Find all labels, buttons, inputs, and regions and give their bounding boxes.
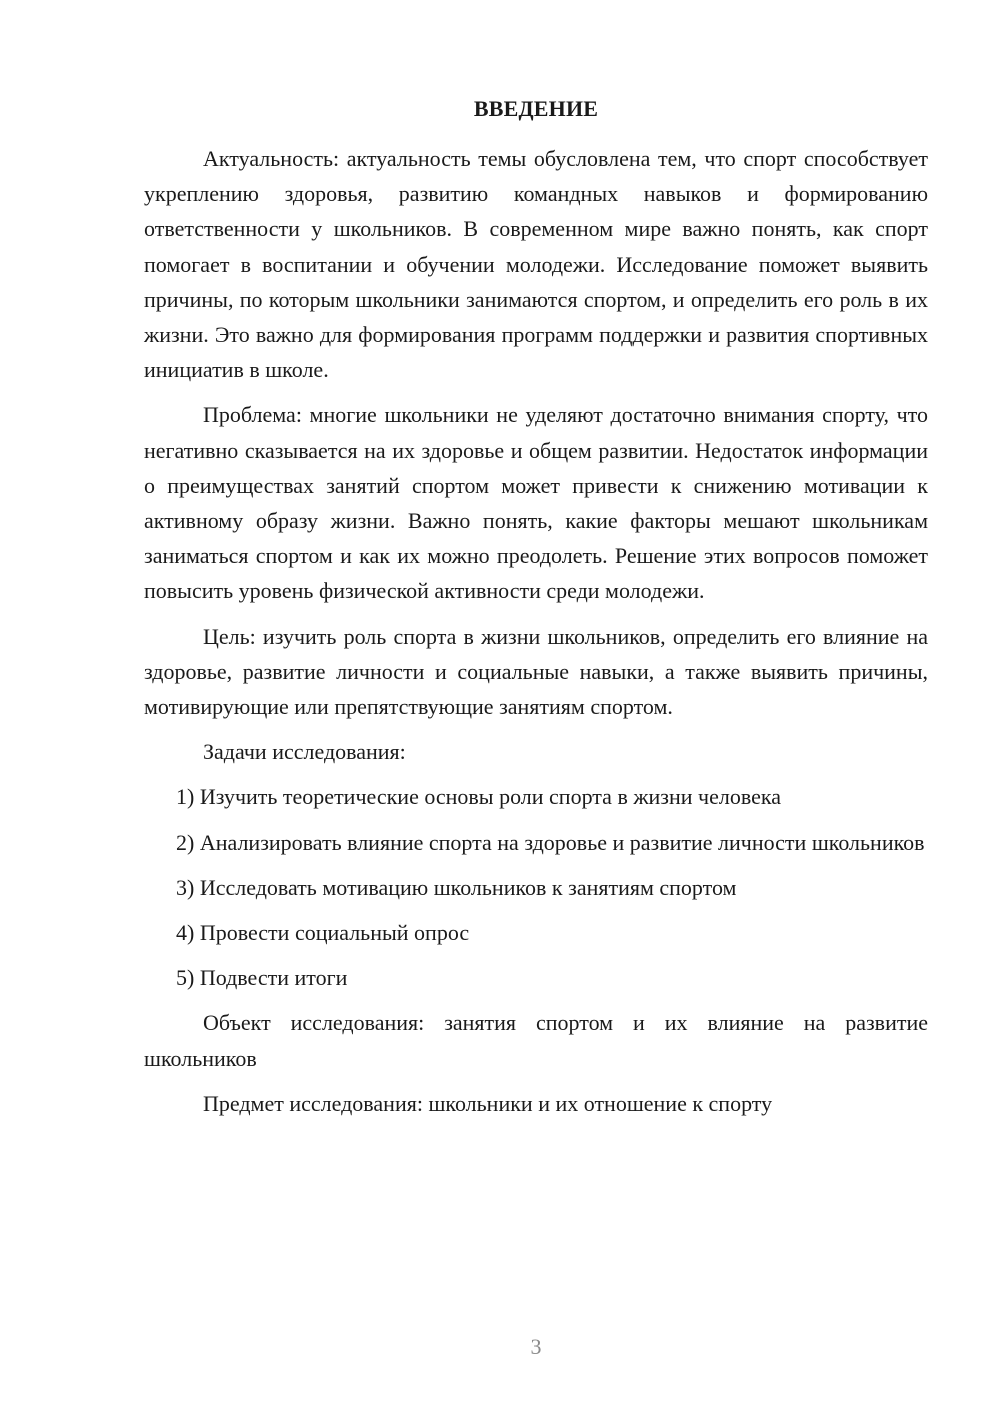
task-item-3: 3) Исследовать мотивацию школьников к занятиям спортом xyxy=(176,874,737,900)
tasks-title: Задачи исследования: xyxy=(203,739,406,765)
task-item-5: 5) Подвести итоги xyxy=(176,965,348,991)
task-item-4: 4) Провести социальный опрос xyxy=(176,920,470,946)
section-heading: ВВЕДЕНИЕ xyxy=(473,96,599,121)
task-item-1: 1) Изучить теоретические основы роли спорта в жизни человека xyxy=(176,784,781,810)
relevance-paragraph: Актуальность: актуальность темы обусловлена тем, что спорт способствует укреплению здоровья, развитию командных навыков и формированию ответственности у школьников. В современном мире важно понять, как спорт помогает в воспитании и обучении молодежи. Исследование поможет выявить причины, по которым школьники занимаются спортом, и определить его роль в их жизни. Это важно для формирования программ поддержки и развития спортивных инициатив в школе. xyxy=(144,146,928,383)
object-paragraph: Объект исследования: занятия спортом и их влияние на развитие школьников xyxy=(144,1010,928,1071)
problem-paragraph: Проблема: многие школьники не уделяют достаточно внимания спорту, что негативно сказывается на их здоровье и общем развитии. Недостаток информации о преимуществах занятий спортом может привести к снижению мотивации к активному образу жизни. Важно понять, какие факторы мешают школьникам заниматься спортом и как их можно преодолеть. Решение этих вопросов поможет повысить уровень физической активности среди молодежи. xyxy=(144,402,928,604)
task-item-2: 2) Анализировать влияние спорта на здоровье и развитие личности школьников xyxy=(176,829,925,855)
page-number: 3 xyxy=(530,1334,542,1359)
goal-paragraph: Цель: изучить роль спорта в жизни школьников, определить его влияние на здоровье, развитие личности и социальные навыки, а также выявить причины, мотивирующие или препятствующие занятиям спортом. xyxy=(144,623,928,720)
document-body xyxy=(144,141,928,1131)
subject-paragraph: Предмет исследования: школьники и их отношение к спорту xyxy=(203,1090,773,1116)
